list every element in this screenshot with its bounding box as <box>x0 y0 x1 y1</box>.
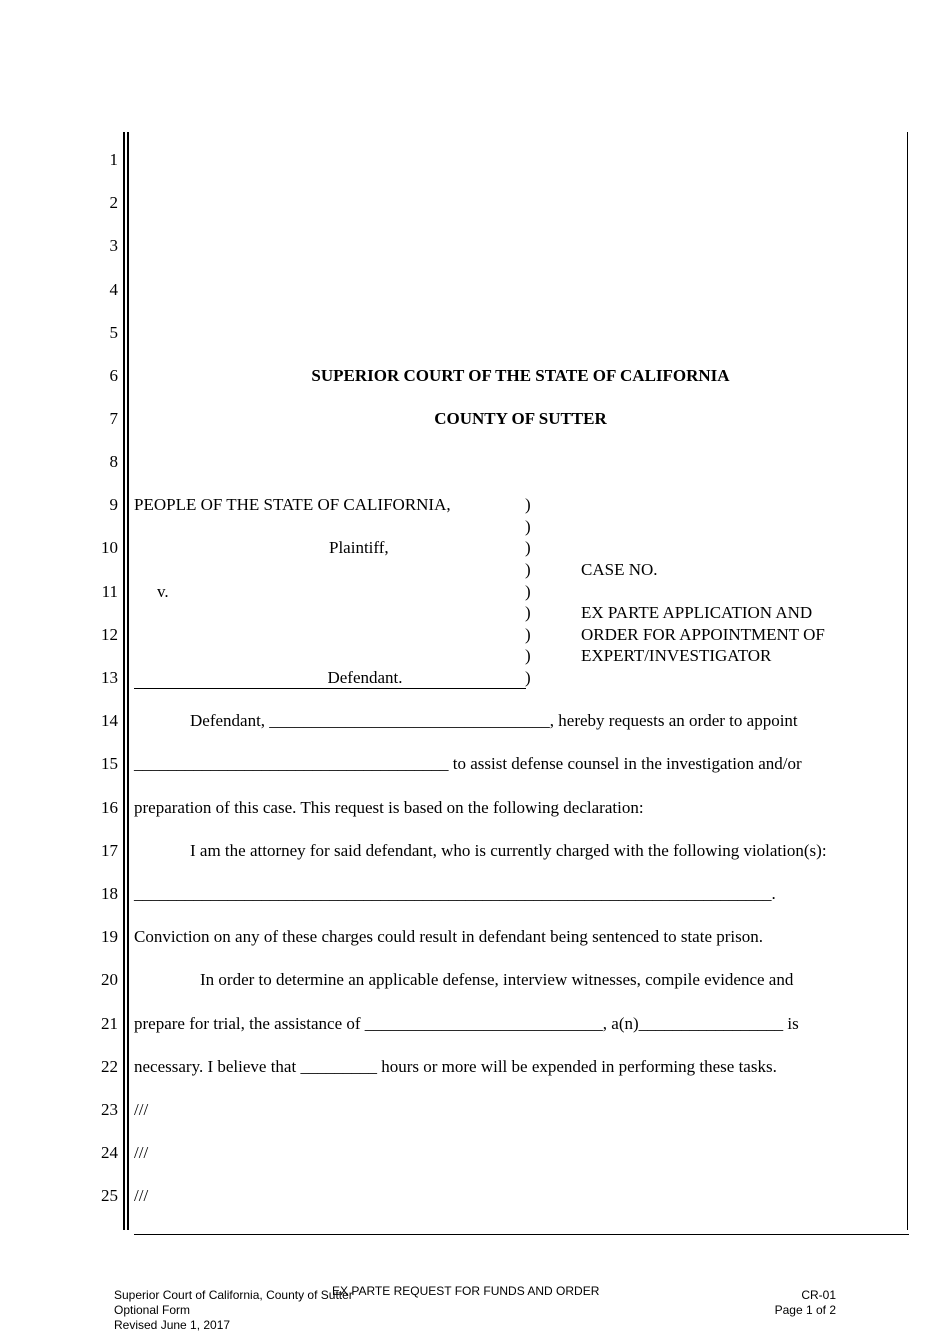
defendant-label: Defendant. <box>134 668 526 689</box>
versus-label: v. <box>157 582 169 601</box>
line-number: 9 <box>109 495 118 514</box>
document-title-line-1: EX PARTE APPLICATION AND <box>581 603 813 622</box>
footer-optional-form: Optional Form <box>114 1303 191 1317</box>
plaintiff-party: PEOPLE OF THE STATE OF CALIFORNIA, <box>134 495 451 514</box>
caption-paren: ) <box>525 603 531 622</box>
caption-paren: ) <box>525 560 531 579</box>
line-number: 25 <box>101 1186 118 1205</box>
body-line-18: ___________________________________________________________________________. <box>134 884 776 903</box>
line-number: 8 <box>109 452 118 471</box>
document-title-line-3: EXPERT/INVESTIGATOR <box>581 646 772 665</box>
caption-paren: ) <box>525 625 531 644</box>
line-number: 5 <box>109 323 118 342</box>
line-number: 4 <box>109 280 118 299</box>
case-number-label: CASE NO. <box>581 560 658 579</box>
caption-paren: ) <box>525 582 531 601</box>
body-line-14: Defendant, _________________________________, hereby requests an order to appoint <box>190 711 798 730</box>
line-number: 12 <box>101 625 118 644</box>
body-line-25: /// <box>134 1186 149 1205</box>
body-line-17: I am the attorney for said defendant, who is currently charged with the following violation(s): <box>190 841 827 860</box>
body-line-22: necessary. I believe that _________ hours or more will be expended in performing these tasks. <box>134 1057 777 1076</box>
line-number: 13 <box>101 668 118 687</box>
line-number: 21 <box>101 1014 118 1033</box>
body-line-15: _____________________________________ to assist defense counsel in the investigation and/or <box>134 754 802 773</box>
footer-revised-date: Revised June 1, 2017 <box>114 1318 231 1332</box>
line-number: 14 <box>101 711 118 730</box>
body-line-21: prepare for trial, the assistance of ____________________________, a(n)_________________ is <box>134 1014 799 1033</box>
line-number: 24 <box>101 1143 118 1162</box>
caption-paren: ) <box>525 668 531 687</box>
body-line-16: preparation of this case. This request is based on the following declaration: <box>134 798 644 817</box>
body-line-20: In order to determine an applicable defense, interview witnesses, compile evidence and <box>200 970 794 989</box>
footer-document-title: EX PARTE REQUEST FOR FUNDS AND ORDER <box>332 1284 600 1298</box>
line-number: 20 <box>101 970 118 989</box>
line-number: 19 <box>101 927 118 946</box>
caption-paren: ) <box>525 538 531 557</box>
footer-page-number: Page 1 of 2 <box>774 1303 836 1317</box>
right-margin-rule <box>907 132 908 1230</box>
line-number: 1 <box>109 150 118 169</box>
line-number: 7 <box>109 409 118 428</box>
line-number: 16 <box>101 798 118 817</box>
footer-form-number: CR-01 <box>801 1288 836 1302</box>
left-margin-rule-inner <box>127 132 129 1230</box>
line-number: 10 <box>101 538 118 557</box>
body-line-24: /// <box>134 1143 149 1162</box>
line-number: 15 <box>101 754 118 773</box>
body-line-23: /// <box>134 1100 149 1119</box>
county-name: COUNTY OF SUTTER <box>434 409 607 428</box>
body-line-19: Conviction on any of these charges could result in defendant being sentenced to state prison. <box>134 927 763 946</box>
line-number: 3 <box>109 236 118 255</box>
court-name: SUPERIOR COURT OF THE STATE OF CALIFORNIA <box>311 366 730 385</box>
line-number: 6 <box>109 366 118 385</box>
caption-paren: ) <box>525 517 531 536</box>
left-margin-rule-outer <box>123 132 125 1230</box>
line-number: 2 <box>109 193 118 212</box>
line-number: 18 <box>101 884 118 903</box>
line-number: 17 <box>101 841 118 860</box>
line-number: 11 <box>101 582 118 601</box>
line-number: 22 <box>101 1057 118 1076</box>
caption-paren: ) <box>525 646 531 665</box>
caption-paren: ) <box>525 495 531 514</box>
document-title-line-2: ORDER FOR APPOINTMENT OF <box>581 625 825 644</box>
footer-court: Superior Court of California, County of Sutter <box>114 1288 353 1302</box>
plaintiff-label: Plaintiff, <box>329 538 389 557</box>
footer-rule <box>134 1234 909 1235</box>
line-number: 23 <box>101 1100 118 1119</box>
